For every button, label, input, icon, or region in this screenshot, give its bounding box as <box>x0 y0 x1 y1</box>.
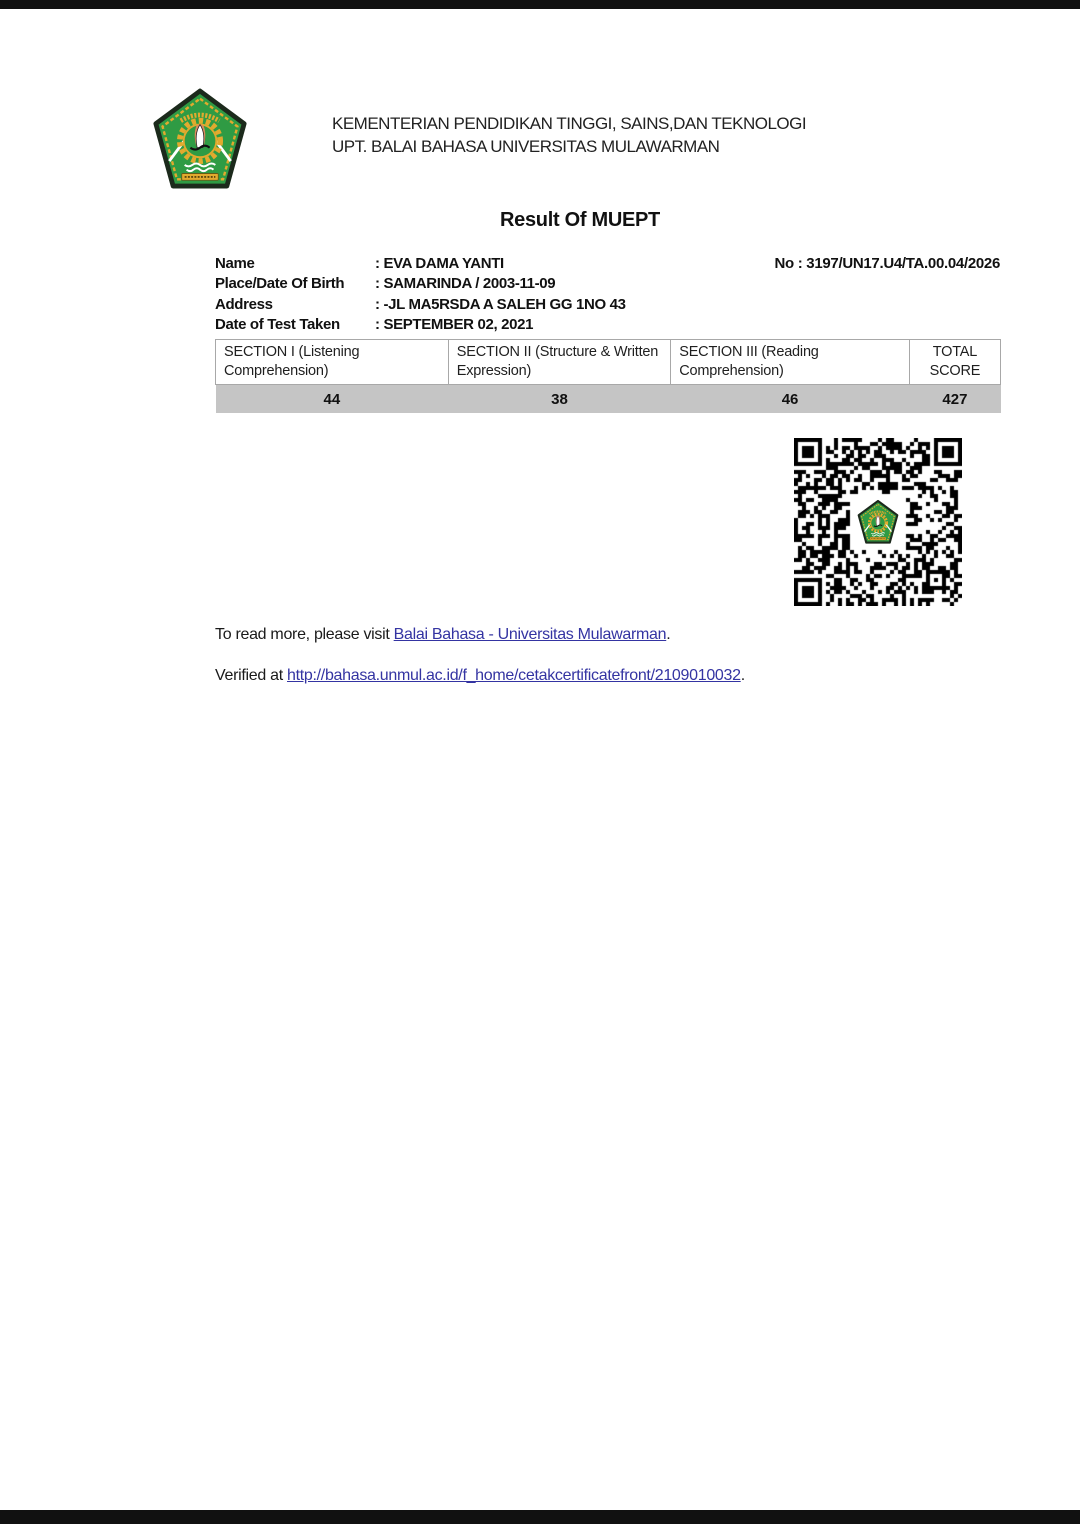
verified-line <box>215 667 745 685</box>
field-label: Address <box>215 295 273 313</box>
section1-score: 44 <box>216 385 449 414</box>
section3-header-cell: SECTION III (Reading Comprehension) <box>671 340 910 385</box>
field-label: Name <box>215 255 255 272</box>
university-logo <box>152 86 248 192</box>
field-label: Place/Date Of Birth <box>215 275 345 293</box>
section3-score: 46 <box>671 385 910 414</box>
section2-score: 38 <box>448 385 670 414</box>
qr-center-logo-crest <box>857 499 899 545</box>
score-table <box>215 339 1001 413</box>
field-label: Date of Test Taken <box>215 316 340 334</box>
read-more-text: To read more, please visit <box>215 626 394 643</box>
field-row-birth <box>215 275 626 295</box>
field-value: : -JL MA5RSDA A SALEH GG 1NO 43 <box>375 295 626 313</box>
qr-center-logo <box>851 495 905 549</box>
unit-name: UPT. BALAI BAHASA UNIVERSITAS MULAWARMAN <box>332 137 720 156</box>
top-black-bar <box>0 0 1080 9</box>
field-row-address <box>215 296 626 316</box>
field-row-test-date <box>215 316 626 336</box>
read-more-period: . <box>666 626 671 643</box>
section2-header-cell: SECTION II (Structure & Written Expression) <box>448 340 670 385</box>
document-title: Result Of MUEPT <box>500 209 660 231</box>
ministry-name: KEMENTERIAN PENDIDIKAN TINGGI, SAINS,DAN TEKNOLOGI <box>332 114 807 133</box>
field-value: : SEPTEMBER 02, 2021 <box>375 316 534 334</box>
verification-url-link[interactable]: http://bahasa.unmul.ac.id/f_home/cetakcertificatefront/2109010032 <box>287 667 741 684</box>
field-value: : EVA DAMA YANTI <box>375 255 504 272</box>
score-table-header-row <box>216 340 1001 385</box>
field-value: : SAMARINDA / 2003-11-09 <box>375 275 556 293</box>
recipient-info <box>215 255 626 337</box>
balai-bahasa-link[interactable]: Balai Bahasa - Universitas Mulawarman <box>393 626 667 643</box>
bottom-black-bar <box>0 1510 1080 1524</box>
verified-text: Verified at <box>215 667 288 684</box>
total-score-value: 427 <box>909 385 1000 414</box>
field-row-name <box>215 255 626 275</box>
certificate-number: No : 3197/UN17.U4/TA.00.04/2026 <box>774 255 1000 272</box>
org-header <box>332 112 806 158</box>
total-score-header-cell: TOTAL SCORE <box>909 340 1000 385</box>
verified-period: . <box>740 667 745 684</box>
score-table-value-row <box>216 385 1001 414</box>
section1-header-cell: SECTION I (Listening Comprehension) <box>216 340 449 385</box>
read-more-line <box>215 626 670 644</box>
